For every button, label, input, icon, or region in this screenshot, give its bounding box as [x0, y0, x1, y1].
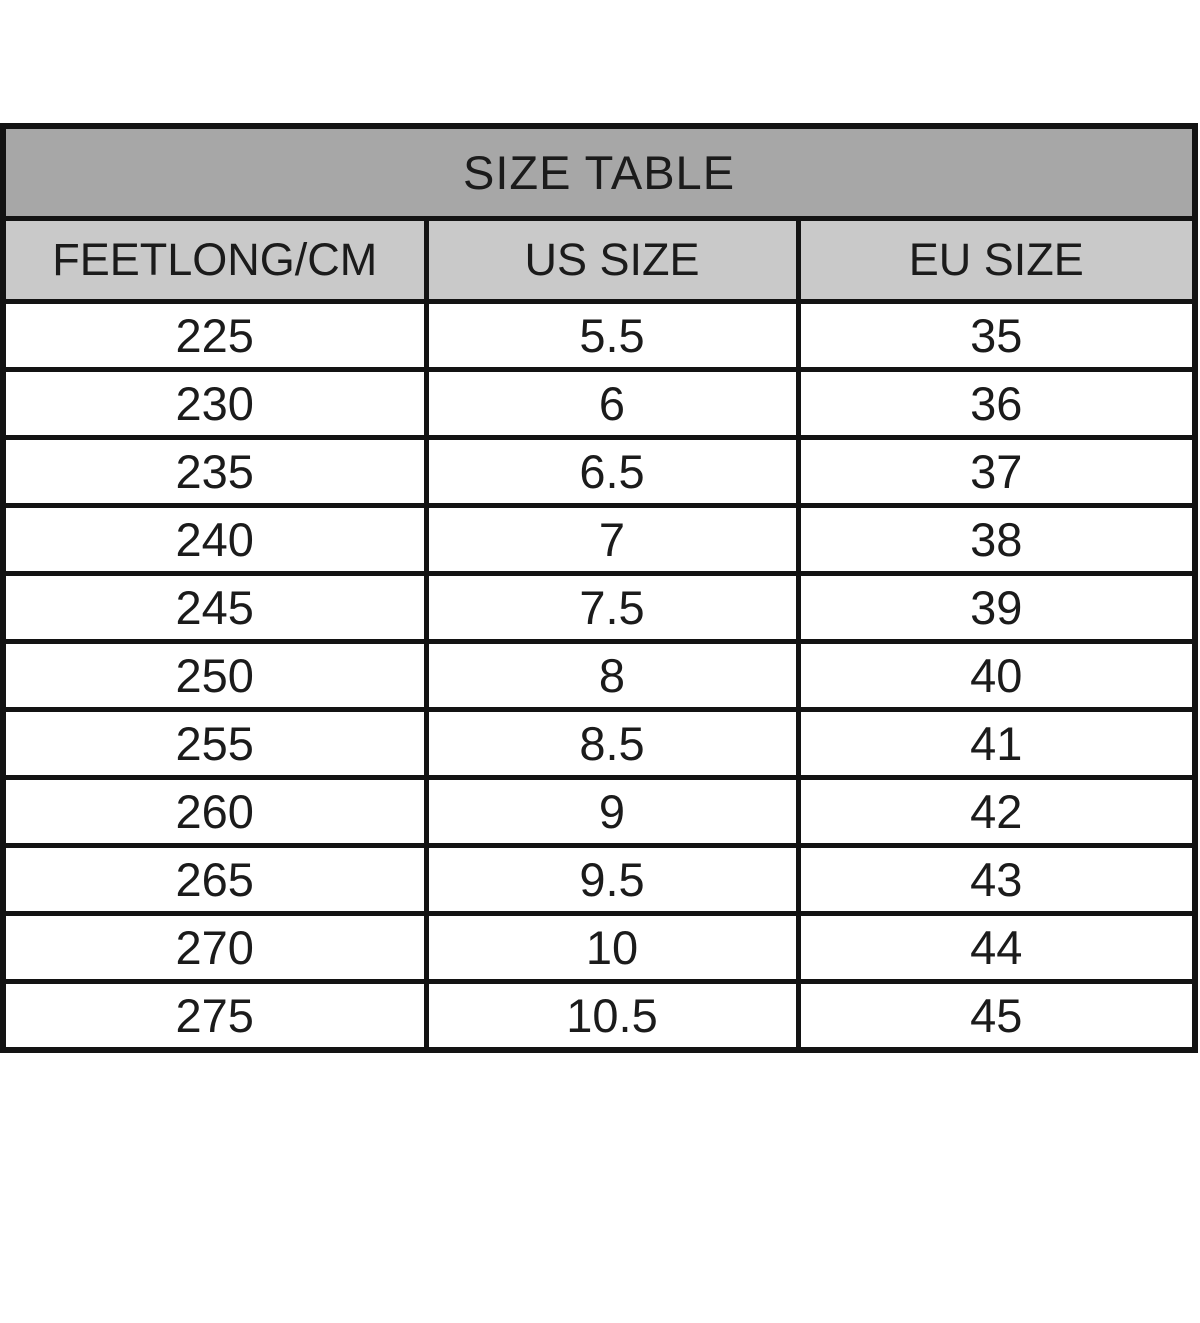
table-cell: 44 — [798, 914, 1195, 982]
table-cell: 42 — [798, 778, 1195, 846]
table-cell: 10 — [426, 914, 798, 982]
table-row — [3, 370, 1195, 438]
table-cell: 275 — [3, 982, 426, 1051]
table-cell: 7.5 — [426, 574, 798, 642]
header-row — [3, 219, 1195, 302]
table-cell: 9 — [426, 778, 798, 846]
size-table — [0, 123, 1198, 1053]
table-row — [3, 574, 1195, 642]
table-cell: 8.5 — [426, 710, 798, 778]
title-row — [3, 126, 1195, 219]
table-cell: 36 — [798, 370, 1195, 438]
table-cell: 10.5 — [426, 982, 798, 1051]
column-header-eu-size: EU SIZE — [798, 219, 1195, 302]
table-cell: 230 — [3, 370, 426, 438]
table-title: SIZE TABLE — [3, 126, 1195, 219]
table-cell: 245 — [3, 574, 426, 642]
table-row — [3, 642, 1195, 710]
table-cell: 8 — [426, 642, 798, 710]
table-row — [3, 778, 1195, 846]
table-cell: 265 — [3, 846, 426, 914]
table-cell: 45 — [798, 982, 1195, 1051]
column-header-us-size: US SIZE — [426, 219, 798, 302]
table-cell: 270 — [3, 914, 426, 982]
table-cell: 255 — [3, 710, 426, 778]
table-cell: 240 — [3, 506, 426, 574]
table-cell: 5.5 — [426, 302, 798, 370]
table-row — [3, 846, 1195, 914]
table-cell: 235 — [3, 438, 426, 506]
table-cell: 38 — [798, 506, 1195, 574]
table-cell: 260 — [3, 778, 426, 846]
table-cell: 35 — [798, 302, 1195, 370]
table-row — [3, 914, 1195, 982]
table-row — [3, 710, 1195, 778]
table-cell: 37 — [798, 438, 1195, 506]
table-row — [3, 302, 1195, 370]
page — [0, 123, 1200, 1323]
table-cell: 43 — [798, 846, 1195, 914]
table-cell: 39 — [798, 574, 1195, 642]
table-row — [3, 982, 1195, 1051]
column-header-feetlong-cm: FEETLONG/CM — [3, 219, 426, 302]
table-row — [3, 506, 1195, 574]
table-cell: 41 — [798, 710, 1195, 778]
table-cell: 7 — [426, 506, 798, 574]
table-cell: 6 — [426, 370, 798, 438]
table-cell: 9.5 — [426, 846, 798, 914]
table-cell: 250 — [3, 642, 426, 710]
table-cell: 225 — [3, 302, 426, 370]
table-row — [3, 438, 1195, 506]
table-cell: 6.5 — [426, 438, 798, 506]
table-cell: 40 — [798, 642, 1195, 710]
